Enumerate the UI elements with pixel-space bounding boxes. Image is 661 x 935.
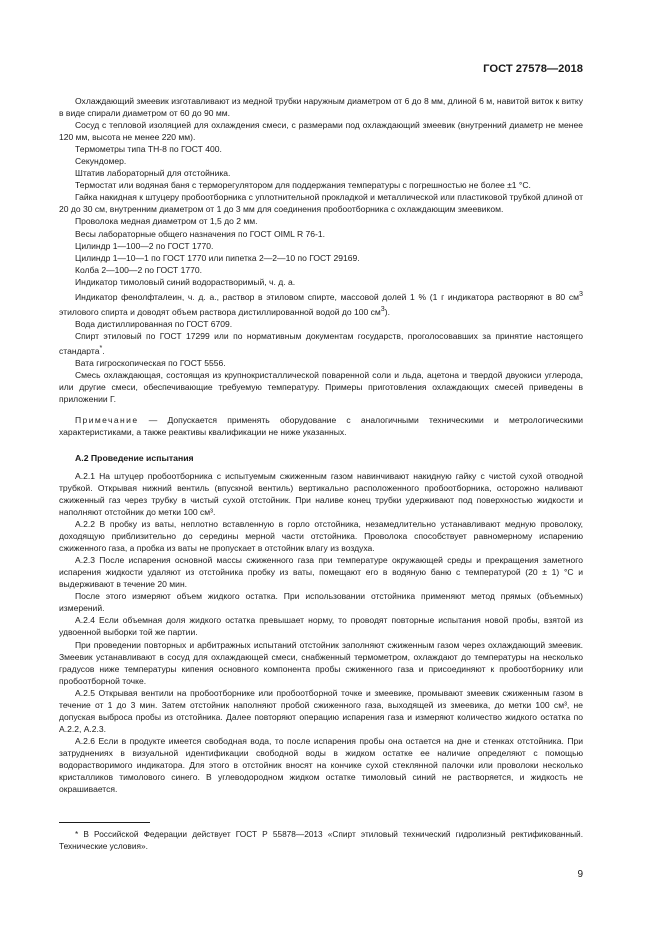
- paragraph: Секундомер.: [75, 156, 127, 167]
- paragraph: Вода дистиллированная по ГОСТ 6709.: [75, 318, 233, 329]
- paragraph: Весы лабораторные общего назначения по ГОСТ OIML R 76-1.: [75, 228, 325, 239]
- phenolphthalein-paragraph: [59, 288, 583, 318]
- superscript: 3: [380, 304, 385, 313]
- note-label: Примечание: [75, 414, 139, 425]
- paragraph: Проволока медная диаметром от 1,5 до 2 мм.: [75, 216, 258, 227]
- paragraph: Штатив лабораторный для отстойника.: [75, 168, 231, 179]
- note-paragraph: [59, 414, 583, 438]
- paragraph: Смесь охлаждающая, состоящая из крупнокристаллической поваренной соли и льда, ацетона и твердой двуокиси углерода, или другие смеси, обеспечивающие требуемую температуру. Примеры приготовления охлаждающих смесей приведены в приложении Г.: [59, 369, 583, 404]
- paragraph: Цилиндр 1—10—1 по ГОСТ 1770 или пипетка 2—2—10 по ГОСТ 29169.: [75, 252, 360, 263]
- clause-a22: А.2.2 В пробку из ваты, неплотно вставленную в горло отстойника, незамедлительно устанавливают медную проволоку, доходящую приблизительно до середины мерной части отстойника. Проволока способствует равномерному испарению сжиженного газа, а пробка из ваты не пропускает в отстойник влагу из воздуха.: [59, 519, 583, 554]
- text-part: Индикатор фенолфталеин, ч. д. а., раствор в этиловом спирте, массовой долей 1 % (1 г индикатора растворяют в 80 см: [75, 291, 580, 302]
- standard-header: ГОСТ 27578—2018: [483, 63, 583, 75]
- clause-a24: А.2.4 Если объемная доля жидкого остатка превышает норму, то проводят повторные испытания новой пробы, взятой из удвоенной выборки той же партии.: [59, 615, 583, 638]
- paragraph: Термостат или водяная баня с терморегулятором для поддержания температуры с погрешностью не более ±1 °С.: [75, 180, 531, 191]
- paragraph: Вата гигроскопическая по ГОСТ 5556.: [75, 357, 226, 368]
- footnote-text: * В Российской Федерации действует ГОСТ Р 55878—2013 «Спирт этиловый технический гидролизный ректификованный. Технические условия».: [59, 829, 583, 851]
- paragraph: При проведении повторных и арбитражных испытаний отстойник заполняют сжиженным газом через охлаждающий змеевик. Змеевик устанавливают в сосуд для охлаждающей смеси, снабженный термометром, охлаждают до температуры на несколько градусов ниже температуры кипения основного компонента пробы сжиженного газа и присоединяют к пробоотборнику или пробоотборной точке.: [59, 639, 583, 686]
- clause-a26: А.2.6 Если в продукте имеется свободная вода, то после испарения пробы она остается на дне и стенках отстойника. При затруднениях в визуальной идентификации свободной воды в жидком остатке ее наличие определяют с помощью водорастворимого индикатора. Для этого в отстойник вносят на кончике сухой стеклянной палочки или проволоки несколько кристалликов тимолового синего. В углеводородном жидком остатке тимоловый синий не растворяется, и жидкость не окрашивается.: [59, 735, 583, 795]
- note-text: — Допускается применять оборудование с аналогичными техническими и метрологическими характеристиками, а также реактивы квалификации не ниже указанных.: [59, 414, 583, 437]
- paragraph: Охлаждающий змеевик изготавливают из медной трубки наружным диаметром от 6 до 8 мм, длиной 6 м, навитой виток к витку в виде спирали диаметром от 60 до 90 мм.: [59, 96, 583, 119]
- paragraph: Индикатор тимоловый синий водорастворимый, ч. д. а.: [75, 276, 296, 287]
- footnote-mark: *: [99, 343, 103, 352]
- clause-a21: А.2.1 На штуцер пробоотборника с испытуемым сжиженным газом навинчивают накидную гайку с чистой сухой отводной трубкой. Открывая нижний вентиль (впускной вентиль) вертикально расположенного пробоотборника, осторожно наливают сжиженный газ через трубку в чистый сухой отстойник. При наливе конец трубки удерживают под поверхностью жидкости и наполняют отстойник до метки 100 см³.: [59, 470, 583, 517]
- paragraph: Сосуд с тепловой изоляцией для охлаждения смеси, с размерами под охлаждающий змеевик (внутренний диаметр не менее 120 мм, высота не менее 220 мм).: [59, 120, 583, 143]
- clause-a25: А.2.5 Открывая вентили на пробоотборнике или пробоотборной точке и змеевике, промывают змеевик сжиженным газом в течение от 1 до 3 мин. Затем отстойник наполняют пробой сжиженного газа, выходящей из змеевика, до метки 100 см³, не допуская выброса пробы из отстойника. Далее повторяют операцию испарения газа и измеряют количество жидкого остатка по А.2.2, А.2.3.: [59, 687, 583, 734]
- section-heading: А.2 Проведение испытания: [75, 452, 194, 463]
- spirit-paragraph: [59, 330, 583, 357]
- paragraph: Гайка накидная к штуцеру пробоотборника с уплотнительной прокладкой и металлической или пластиковой трубкой длиной от 20 до 30 см, внутренним диаметром от 1 до 3 мм для соединения пробоотборника с охлаждающим змеевиком.: [59, 192, 583, 215]
- paragraph: Колба 2—100—2 по ГОСТ 1770.: [75, 264, 203, 275]
- text-part: ).: [384, 306, 390, 317]
- clause-a23: А.2.3 После испарения основной массы сжиженного газа при температуре окружающей среды и прекращения заметного испарения жидкости удаляют из отстойника пробку из ваты, помещают его в водяную баню с температурой (20 ± 1) °С и выдерживают в течение 20 мин.: [59, 555, 583, 590]
- body-text: [59, 95, 583, 795]
- superscript: 3: [579, 289, 583, 298]
- text-part: Спирт этиловый по ГОСТ 17299 или по нормативным документам государств, проголосовавших за принятие настоящего стандарта: [59, 330, 583, 356]
- paragraph: После этого измеряют объем жидкого остатка. При использовании отстойника применяют метод прямых (объемных) измерений.: [59, 591, 583, 614]
- footnote: [59, 829, 583, 852]
- footnote-divider: [59, 822, 150, 823]
- paragraph: Цилиндр 1—100—2 по ГОСТ 1770.: [75, 240, 214, 251]
- page-number: 9: [577, 869, 583, 880]
- text-part: этилового спирта и доводят объем раствора дистиллированной водой до 100 см: [59, 306, 381, 317]
- paragraph: Термометры типа ТН-8 по ГОСТ 400.: [75, 144, 222, 155]
- text-part: .: [102, 345, 105, 356]
